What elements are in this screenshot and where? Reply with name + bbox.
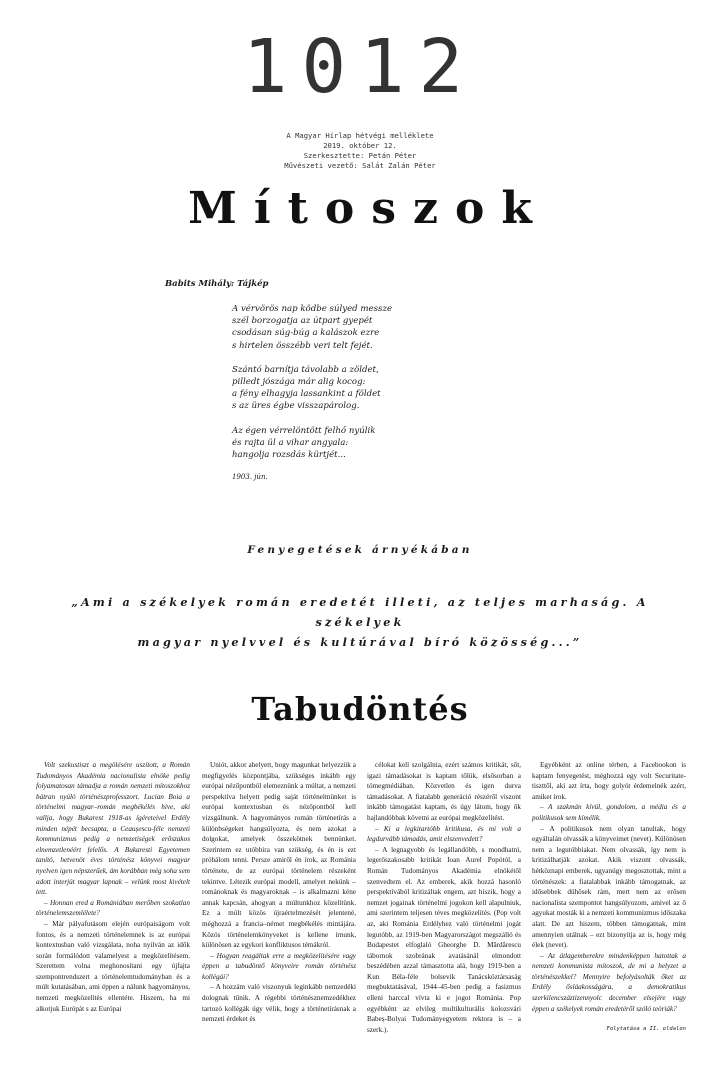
credits-editor: Szerkesztette: Petán Péter <box>303 151 417 160</box>
poem-stanza-1 <box>232 303 492 352</box>
article-column-3 <box>367 760 521 1035</box>
poem-date: 1903. jún. <box>232 473 268 482</box>
interview-answer: – Már pályafutásom elején európaiságom volt fontos, és a nemzeti történelemnek is az európai kontextusban való vizsgálata, noha nyilván az idők során formálódott valamelyest a megközelítésem. Szerettem volna meghonosítani egy újfajta szempontrendszert a történelemtudományban és a múlt kutatásában, ami éppen a nálunk hagyományos, nemzeti megközelítés ellentéte. Hiszem, ha mi alkotjuk Európát s az Európai <box>36 919 190 1013</box>
poem-line: szél borzogatja az útpart gyepét <box>232 316 373 327</box>
pull-quote <box>40 592 680 652</box>
poem-line: csodásan súg-búg a kalászok ezre <box>232 328 380 339</box>
interview-question: – A szakmán kívül, gondolom, a média és a politikusok sem kímélik. <box>532 803 686 822</box>
continuation-note: Folytatása a II. oldalon <box>606 1026 686 1033</box>
poem-line: A vérvörös nap ködbe súlyed messze <box>232 304 393 314</box>
interview-answer: Egyébként az online térben, a Facebookon is kaptam fenyegetést, méghozzá egy volt Securitate-tiszttől, aki azt írta, hogy golyót érdemelnék azért, amiket írok. <box>532 761 686 801</box>
poem-line: a fény elhagyja lassankint a földet <box>232 389 381 400</box>
interview-question: – Ki a legkitartóbb kritikusa, és mi volt a legdurvább támadás, amit elszenvedett? <box>367 824 521 844</box>
poem-line: Szántó barnítja távolabb a zöldet, <box>232 364 379 375</box>
poem-author-title: Babits Mihály: Tájkép <box>165 279 269 289</box>
interview-answer: – A legnagyobb és legállandóbb, s mondhatni, legerőszakosabb kritikát Ioan Aurel Popótól, a Román Tudományos Akadémia elnökétől szenvedtem el. Az emberek, akik hozzá hasonló perspektívából kritizáltak engem, azt hiszik, hogy a nemzet jogainak történelmi jogokon kell alapulniuk, ami szerintem teljesen téves megközelítés. (Pop volt az, aki Románia Erdélyhez való történelmi jogát legutóbb, az 1919-ben Magyarországot megszálló és Budapestet elfoglaló Gheorghe D. Mărdărescu tábornok szobrának avatásánál elmondott beszédében azzal támasztotta alá, hogy 1919-ben a Kun Béla-féle bolsevik Tanácsköztársaság megbuktatásával, 1944–45-ben pedig a fasizmus elleni harccal vívta ki e jogot Románia. Pop egyébként az elvileg multikulturális kolozsvári Babeș-Bolyai Tudományegyetem rektora is – a szerk.). <box>367 845 521 1034</box>
interview-answer: – A hozzám való viszonyuk leginkább nemzedéki dolognak tűnik. A régebbi történésznemzedékhez tartozó kollégák úgy vélik, hogy a történetírásnak a nemzeti érdeket és <box>202 983 356 1024</box>
article-column-2 <box>202 760 356 1025</box>
interview-answer: – A politikusok nem olyan tanultak, hogy egyáltalán olvassák a könyveimet (nevet). Különösen nem a legutóbbiakat. Nem olvassák, így nem is kritizálhatják azokat. Akik viszont olvassák, hétköznapi emberek, ugyanúgy megosztottak, mint a történészek: a fiatalabbak inkább támogatnak, az idősebbek dühösek rám, mert nem az erősen nacionalista szempontot hangsúlyozom, amivel az ő agyukat mosták ki a nemzeti kommunizmus időszaka alatt. De azt hiszem, többen támogatnak, mint amennyien utálnak – ezt bizonyítja az is, hogy még élek (nevet). <box>532 824 686 950</box>
credits <box>0 131 720 171</box>
interview-answer: Uniót, akkor ahelyett, hogy magunkat helyezzük a megfigyelés központjába, szükséges inkább egy európai nézőpontból elemeznünk a múltat, a nemzeti perspektíva helyett pedig saját történelmünket is európai kontextusban és nézőpontból kell vizsgálnunk. A hagyományos román történetírás a különbségeket hangsúlyozta, és nem azokat a dolgokat, amelyek összekötnek bennünket. Szerintem ez utóbbira van szükség, és én is ezt próbálom tenni. Persze amiről én írok, az Románia története, de az európai történelem részeként tekintve. Létezik európai modell, amelyet nekünk – románoknak és magyaroknak – is alkalmazni kéne annak kapcsán, ahogyan a múltunkhoz közelítünk. Ez a múlt közös újraértelmezését jelentené, méghozzá a francia–német megbékélés mintájára. Közös történelemkönyveket is kellene írnunk, különösen az egykori konfliktusos témákról. <box>202 761 356 950</box>
masthead-number: 1012 <box>242 24 478 110</box>
poem-line: és rajta ül a vihar angyala: <box>232 437 349 448</box>
pull-quote-line-2: magyar nyelvvel és kultúrával bíró közösség...” <box>137 635 583 649</box>
article-column-1 <box>36 760 190 1014</box>
section-title: Tabudöntés <box>251 690 469 728</box>
pull-quote-line-1: „Ami a székelyek román eredetét illeti, az teljes marhaság. A székelyek <box>71 595 649 629</box>
interview-question: – Honnan ered a Romániában merőben szokatlan történelemszemlélete? <box>36 898 190 918</box>
poem-line: hangolja rozsdás kürtjét... <box>232 450 346 461</box>
poem-line: pilledt jószága már alig kocog: <box>232 377 366 388</box>
poem-stanza-3 <box>232 425 492 462</box>
article-lead: Volt szekustiszt a megölésére uszított, a Román Tudományos Akadémia nacionalista elnöke pedig folyamatosan támadja a román nemzeti mítoszokhoz bátran nyúló történészprofesszort. Lucian Boia a történelmi magyar–román megbékélés híve, aki vallja, hogy Bukarest 1918-as ígéreteivel Erdély minden népét becsapta, a Ceaușescu-féle nemzeti kommunizmus pedig a nemzetiségek erőszakos elnemzetlenéért felelős. A Bukaresti Egyetemen tanító, hetvenöt éves történész könyvei magyar nyelven igen népszerűek, ám korábban még soha sem adott interjút magyar lapnak – velünk most kivételt tett. <box>36 761 190 897</box>
credits-date: 2019. október 12. <box>323 141 397 150</box>
poem-line: s az üres égbe visszapárolog. <box>232 401 360 412</box>
interview-answer: célokat kell szolgálnia, ezért számos kritikát, sőt, igazi támadásokat is kaptam tőlük, elsősorban a tömegmédiában. Közvetlen és igen durva támadásokat. A fiatalabb generáció részéről viszont inkább támogatást kaptam, és úgy látom, hogy ők hajlandóbbak követni az európai megközelítést. <box>367 761 521 822</box>
credits-art-director: Művészeti vezető: Salát Zalán Péter <box>284 161 436 170</box>
section-subtitle: Fenyegetések árnyékában <box>247 544 473 556</box>
article-column-4 <box>532 760 686 1035</box>
poem <box>232 303 492 481</box>
poem-line: s hirtelen összébb veri telt fejét. <box>232 340 373 351</box>
interview-question: – Hogyan reagáltak erre a megközelítésére vagy éppen a tabudöntő könyveire román történész kollégái? <box>202 951 356 981</box>
poem-stanza-2 <box>232 364 492 413</box>
poem-line: Az égen vérrelöntött felhő nyúlik <box>232 425 376 436</box>
credits-publication: A Magyar Hírlap hétvégi melléklete <box>286 131 434 140</box>
interview-question: – Az átlagemberekre mindenképpen hatottak a nemzeti kommunista mítoszok, de mi a helyzet a történészekkel? Mennyire befolyásolták őket az Erdély ősláakosságára, a demokratikus szerkilencszáztizennyolc december elsejére vagy éppen a székelyek román eredetéről szóló teóriák? <box>532 951 686 1013</box>
page-title: Mítoszok <box>188 183 549 234</box>
